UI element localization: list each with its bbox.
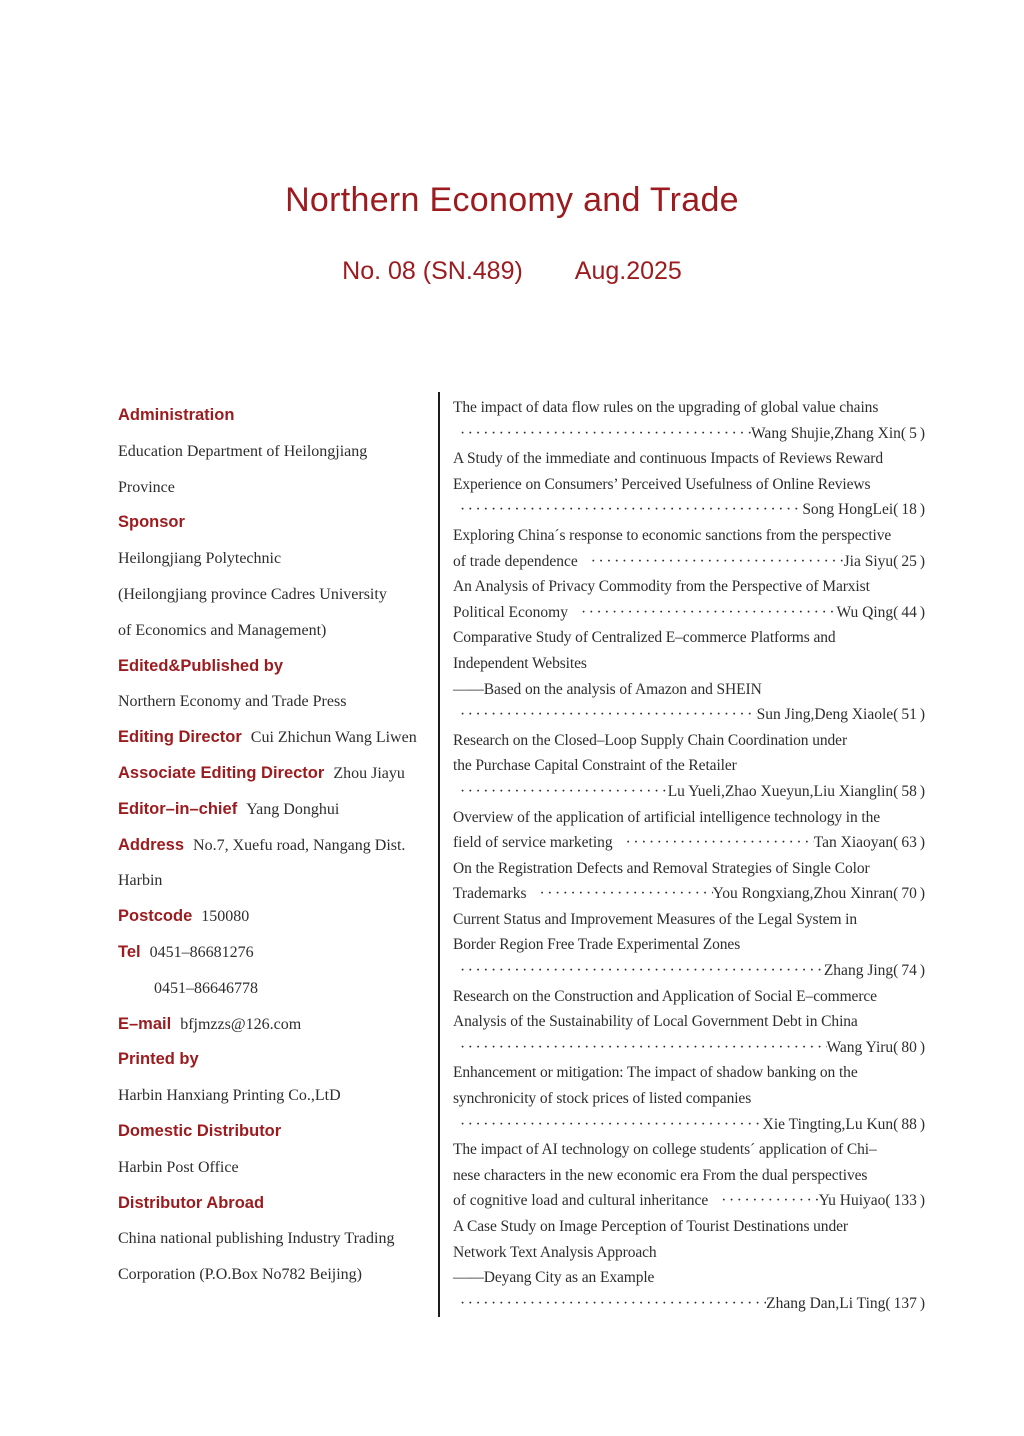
toc-entry bbox=[453, 1214, 925, 1316]
masthead-value: (Heilongjiang province Cadres University bbox=[118, 585, 387, 603]
masthead-value: 0451–86681276 bbox=[149, 943, 254, 961]
masthead-value: Heilongjiang Polytechnic bbox=[118, 550, 282, 568]
toc-authors: Tan Xiaoyan bbox=[813, 834, 894, 852]
masthead-row bbox=[118, 828, 438, 864]
toc-page: ( 18 ) bbox=[893, 501, 925, 519]
masthead-value: of Economics and Management) bbox=[118, 621, 327, 639]
dot-leader bbox=[574, 600, 837, 626]
masthead-value: Corporation (P.O.Box No782 Beijing) bbox=[118, 1266, 362, 1284]
dot-leader bbox=[453, 958, 824, 984]
toc-entry bbox=[453, 805, 925, 856]
toc-authors: Wang Shujie,Zhang Xin bbox=[751, 424, 901, 442]
toc-title-line: The impact of data flow rules on the upgrading of global value chains bbox=[453, 399, 879, 416]
masthead-row bbox=[118, 434, 438, 470]
masthead-label: Tel bbox=[118, 942, 141, 961]
toc-entry bbox=[453, 728, 925, 805]
toc-title-line: Research on the Construction and Application of Social E–commerce bbox=[453, 987, 877, 1005]
dot-leader bbox=[453, 421, 751, 447]
masthead-value: Harbin Post Office bbox=[118, 1158, 239, 1176]
toc-author-line bbox=[453, 958, 925, 984]
toc-page: ( 25 ) bbox=[893, 552, 925, 570]
masthead-value: Yang Donghui bbox=[246, 800, 340, 818]
masthead-value: 150080 bbox=[201, 908, 250, 926]
masthead-label: Printed by bbox=[118, 1050, 199, 1069]
toc-title-line: Enhancement or mitigation: The impact of shadow banking on the bbox=[453, 1064, 858, 1082]
masthead-row bbox=[118, 470, 438, 506]
toc-authors: Zhang Jing bbox=[823, 962, 894, 980]
toc-author-line bbox=[453, 497, 925, 523]
toc-authors: You Rongxiang,Zhou Xinran bbox=[712, 885, 894, 903]
dot-leader bbox=[453, 1035, 827, 1061]
masthead-row bbox=[118, 935, 438, 971]
dot-leader bbox=[619, 830, 814, 856]
masthead-label: Administration bbox=[118, 406, 235, 424]
masthead-row bbox=[118, 756, 438, 792]
dot-leader bbox=[453, 779, 668, 805]
masthead-label: Editor–in–chief bbox=[118, 799, 238, 818]
masthead-value: bfjmzzs@126.com bbox=[180, 1015, 302, 1033]
toc-entry bbox=[453, 574, 925, 625]
toc-page: ( 58 ) bbox=[893, 782, 925, 800]
masthead-row bbox=[118, 899, 438, 935]
masthead-value: Harbin bbox=[118, 872, 163, 890]
toc-title-line: A Study of the immediate and continuous Impacts of Reviews Reward bbox=[453, 450, 883, 468]
masthead-value: No.7, Xuefu road, Nangang Dist. bbox=[193, 836, 406, 854]
toc-author-line bbox=[453, 881, 925, 907]
masthead-row bbox=[118, 1186, 438, 1222]
toc-author-line bbox=[453, 779, 925, 805]
toc-title-line: Comparative Study of Centralized E–commerce Platforms and bbox=[453, 629, 836, 647]
masthead-row bbox=[118, 1007, 438, 1043]
masthead-value: Province bbox=[118, 478, 175, 496]
toc-title-line: Border Region Free Trade Experimental Zones bbox=[453, 936, 741, 954]
toc-title-line: Research on the Closed–Loop Supply Chain Coordination under bbox=[453, 731, 848, 749]
masthead-row bbox=[118, 1150, 438, 1186]
toc-authors: Song HongLei bbox=[802, 501, 894, 519]
toc-title-line: Overview of the application of artificial intelligence technology in the bbox=[453, 808, 881, 826]
masthead-row bbox=[118, 792, 438, 828]
issue-line bbox=[0, 257, 1024, 286]
toc-title-line: The impact of AI technology on college students´ application of Chi– bbox=[453, 1141, 877, 1159]
issue-date: Aug.2025 bbox=[574, 257, 682, 285]
toc-title-tail: field of service marketing bbox=[453, 834, 613, 852]
toc-title-line: Experience on Consumers’ Perceived Usefulness of Online Reviews bbox=[453, 475, 871, 493]
dot-leader bbox=[453, 1112, 763, 1138]
toc-entry bbox=[453, 984, 925, 1061]
masthead-row bbox=[118, 1114, 438, 1150]
masthead-value: Zhou Jiayu bbox=[333, 764, 405, 782]
masthead-row bbox=[118, 1078, 438, 1114]
toc-authors: Wang Yiru bbox=[826, 1038, 894, 1056]
toc-author-line bbox=[453, 600, 925, 626]
masthead-label: Distributor Abroad bbox=[118, 1193, 265, 1212]
toc-title-line: nese characters in the new economic era From the dual perspectives bbox=[453, 1166, 868, 1184]
toc-author-line bbox=[453, 702, 925, 728]
toc-page: ( 133 ) bbox=[885, 1192, 925, 1210]
dot-leader bbox=[584, 549, 844, 575]
masthead-row bbox=[118, 863, 438, 899]
toc-authors: Jia Siyu bbox=[843, 552, 894, 570]
toc-author-line bbox=[453, 1188, 925, 1214]
masthead-row bbox=[118, 971, 438, 1007]
masthead-value: Harbin Hanxiang Printing Co.,LtD bbox=[118, 1087, 341, 1105]
issue-number: No. 08 (SN.489) bbox=[342, 257, 523, 285]
masthead-label: Postcode bbox=[118, 907, 193, 926]
masthead-value: Cui Zhichun Wang Liwen bbox=[250, 729, 417, 747]
toc-title-line: An Analysis of Privacy Commodity from the Perspective of Marxist bbox=[453, 578, 870, 596]
toc-author-line bbox=[453, 1035, 925, 1061]
masthead-value: Education Department of Heilongjiang bbox=[118, 442, 368, 460]
toc-title-line: ——Based on the analysis of Amazon and SHEIN bbox=[453, 680, 762, 698]
dot-leader bbox=[714, 1188, 818, 1214]
dot-leader bbox=[453, 702, 757, 728]
masthead-label: Edited&Published by bbox=[118, 656, 284, 675]
toc-title-line: Exploring China´s response to economic sanctions from the perspective bbox=[453, 526, 892, 544]
masthead-label: Sponsor bbox=[118, 513, 185, 532]
masthead-row bbox=[118, 684, 438, 720]
content-columns bbox=[118, 392, 925, 1317]
toc-page: ( 88 ) bbox=[893, 1115, 925, 1133]
toc-authors: Wu Qing bbox=[836, 603, 894, 621]
toc-title-tail: Trademarks bbox=[453, 885, 527, 903]
toc-page: ( 70 ) bbox=[893, 885, 925, 903]
toc-author-line bbox=[453, 549, 925, 575]
masthead-row bbox=[118, 1042, 438, 1078]
toc-authors: Yu Huiyao bbox=[818, 1192, 886, 1210]
toc-entry bbox=[453, 907, 925, 984]
toc-page: ( 63 ) bbox=[893, 834, 925, 852]
toc-entry bbox=[453, 1137, 925, 1214]
toc-author-line bbox=[453, 1112, 925, 1138]
toc-title-line: Analysis of the Sustainability of Local Government Debt in China bbox=[453, 1013, 858, 1031]
toc-entry bbox=[453, 395, 925, 446]
toc-entry bbox=[453, 856, 925, 907]
masthead-label: Address bbox=[118, 835, 185, 854]
table-of-contents bbox=[453, 392, 925, 1316]
masthead-label: Domestic Distributor bbox=[118, 1121, 282, 1140]
masthead-row bbox=[118, 541, 438, 577]
masthead-row bbox=[118, 398, 438, 434]
masthead-row bbox=[118, 1257, 438, 1293]
masthead-row bbox=[118, 1221, 438, 1257]
toc-page: ( 51 ) bbox=[893, 706, 925, 724]
toc-title-tail: Political Economy bbox=[453, 603, 568, 621]
masthead-row bbox=[118, 613, 438, 649]
masthead-row bbox=[118, 577, 438, 613]
masthead-row bbox=[118, 505, 438, 541]
toc-authors: Zhang Dan,Li Ting bbox=[766, 1294, 886, 1312]
masthead-row bbox=[118, 720, 438, 756]
toc-authors: Lu Yueli,Zhao Xueyun,Liu Xianglin bbox=[667, 782, 894, 800]
toc-title-line: Network Text Analysis Approach bbox=[453, 1243, 657, 1261]
toc-page: ( 5 ) bbox=[900, 424, 925, 442]
toc-title-tail: of trade dependence bbox=[453, 552, 578, 570]
toc-page: ( 44 ) bbox=[893, 603, 925, 621]
masthead-row bbox=[118, 649, 438, 685]
toc-author-line bbox=[453, 830, 925, 856]
toc-title-line: synchronicity of stock prices of listed companies bbox=[453, 1090, 752, 1108]
toc-author-line bbox=[453, 1291, 925, 1317]
toc-title-line: the Purchase Capital Constraint of the Retailer bbox=[453, 757, 737, 775]
toc-author-line bbox=[453, 421, 925, 447]
masthead-label: Editing Director bbox=[118, 728, 242, 747]
masthead-value: Northern Economy and Trade Press bbox=[118, 693, 347, 711]
toc-entry bbox=[453, 523, 925, 574]
masthead-value: China national publishing Industry Trading bbox=[118, 1230, 395, 1248]
toc-page: ( 80 ) bbox=[893, 1038, 925, 1056]
toc-entry bbox=[453, 625, 925, 727]
toc-title-line: Current Status and Improvement Measures of the Legal System in bbox=[453, 910, 858, 928]
dot-leader bbox=[532, 881, 712, 907]
masthead-value: 0451–86646778 bbox=[154, 979, 258, 997]
toc-title-line: A Case Study on Image Perception of Tourist Destinations under bbox=[453, 1218, 848, 1235]
masthead-label: Associate Editing Director bbox=[118, 763, 325, 782]
toc-title-line: On the Registration Defects and Removal Strategies of Single Color bbox=[453, 859, 870, 877]
journal-title: Northern Economy and Trade bbox=[285, 181, 739, 219]
masthead-label: E–mail bbox=[118, 1014, 172, 1033]
toc-page: ( 137 ) bbox=[885, 1294, 925, 1312]
toc-entry bbox=[453, 446, 925, 523]
toc-title-line: Independent Websites bbox=[453, 654, 587, 672]
dot-leader bbox=[453, 1291, 766, 1317]
column-divider-rule bbox=[438, 392, 440, 1317]
dot-leader bbox=[453, 497, 802, 523]
toc-authors: Sun Jing,Deng Xiaole bbox=[756, 706, 894, 724]
toc-authors: Xie Tingting,Lu Kun bbox=[762, 1115, 894, 1133]
toc-title-line: ——Deyang City as an Example bbox=[453, 1269, 655, 1287]
toc-entry bbox=[453, 1060, 925, 1137]
masthead-column bbox=[118, 392, 438, 1293]
toc-page: ( 74 ) bbox=[893, 962, 925, 980]
toc-title-tail: of cognitive load and cultural inheritance bbox=[453, 1192, 709, 1210]
